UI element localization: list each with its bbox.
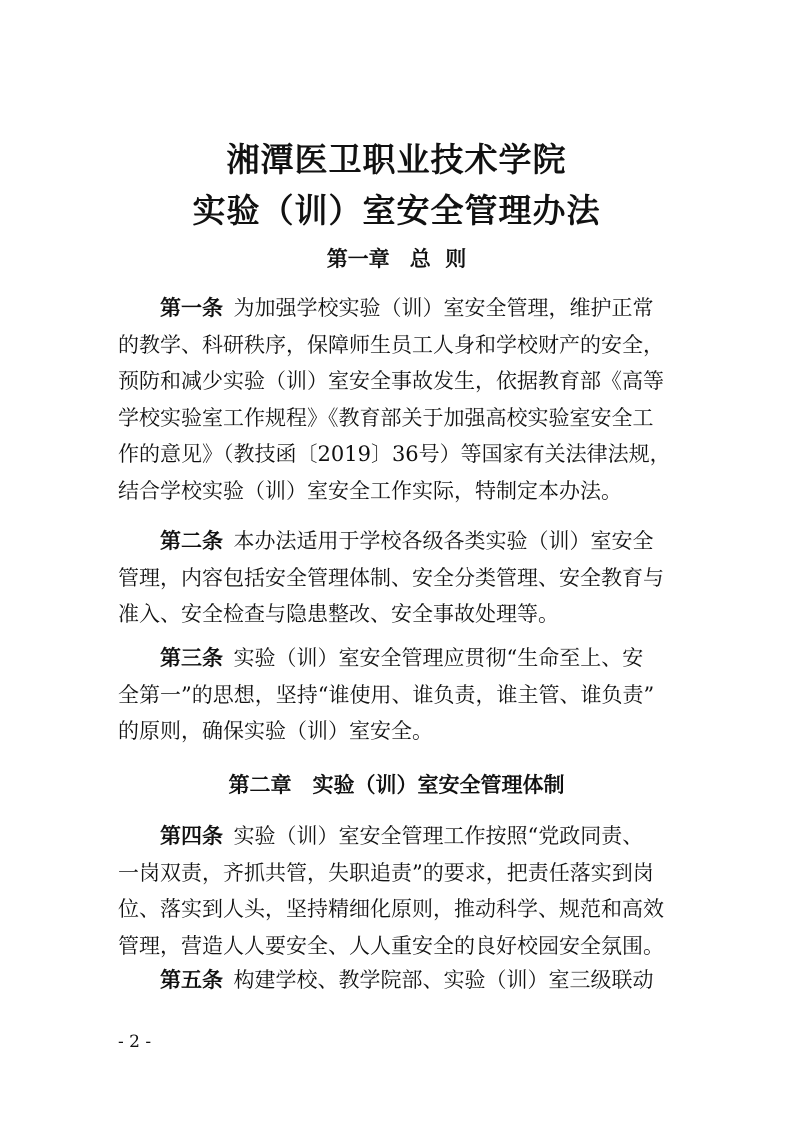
chapter-heading-2 [0, 770, 793, 800]
chapter-name: 总 则 [409, 247, 467, 271]
article-label: 第五条 [160, 968, 223, 992]
article-text-line: 的教学、科研秩序，保障师生员工人身和学校财产的安全， [118, 332, 664, 357]
chapter-number: 第一章 [326, 247, 390, 271]
chapter-number: 第二章 [228, 773, 292, 797]
page-number: - 2 - [118, 1032, 152, 1052]
article-text-line: 全第一”的思想，坚持“谁使用、谁负责，谁主管、谁负责” [118, 682, 655, 707]
article-text-line: 作的意见》（教技函〔2019〕36号）等国家有关法律法规， [118, 442, 671, 466]
article-first-line [118, 818, 678, 855]
chapter-heading-1 [0, 244, 793, 274]
article-label: 第二条 [160, 529, 223, 553]
article-text-line: 预防和减少实验（训）室安全事故发生，依据教育部《高等 [118, 369, 664, 393]
article-first-line [118, 640, 678, 677]
article-text-line: 的原则，确保实验（训）室安全。 [118, 719, 433, 743]
article-text-line: 一岗双责，齐抓共管，失职追责”的要求，把责任落实到岗 [118, 860, 654, 885]
article-text-line: 管理，营造人人要安全、人人重安全的良好校园安全氛围。 [118, 933, 664, 958]
article-first-line [118, 523, 678, 560]
article-3 [118, 640, 678, 750]
article-label: 第一条 [160, 296, 223, 320]
article-first-line [118, 290, 678, 327]
article-1 [118, 290, 678, 509]
document-title-regulation: 实验（训）室安全管理办法 [192, 191, 601, 230]
article-text-line: 位、落实到人头，坚持精细化原则，推动科学、规范和高效 [118, 897, 664, 921]
article-4 [118, 818, 678, 964]
article-text-line: 准入、安全检查与隐患整改、安全事故处理等。 [118, 602, 559, 626]
article-text: 本办法适用于学校各级各类实验（训）室安全 [233, 529, 654, 553]
article-first-line [118, 962, 678, 999]
document-title-institution: 湘潭医卫职业技术学院 [226, 140, 567, 179]
article-label: 第三条 [160, 646, 223, 670]
article-text: 实验（训）室安全管理工作按照“党政同责、 [233, 824, 644, 848]
article-text-line: 学校实验室工作规程》《教育部关于加强高校实验室安全工 [118, 405, 654, 430]
article-2 [118, 523, 678, 633]
chapter-name: 实验（训）室安全管理体制 [312, 773, 565, 797]
article-text: 构建学校、教学院部、实验（训）室三级联动 [233, 968, 654, 992]
article-text-line: 管理，内容包括安全管理体制、安全分类管理、安全教育与 [118, 565, 664, 590]
article-label: 第四条 [160, 824, 223, 848]
article-text: 为加强学校实验（训）室安全管理，维护正常 [233, 296, 654, 320]
article-text-line: 结合学校实验（训）室安全工作实际，特制定本办法。 [118, 478, 622, 503]
article-text: 实验（训）室安全管理应贯彻“生命至上、安 [233, 646, 644, 670]
article-5 [118, 962, 678, 999]
